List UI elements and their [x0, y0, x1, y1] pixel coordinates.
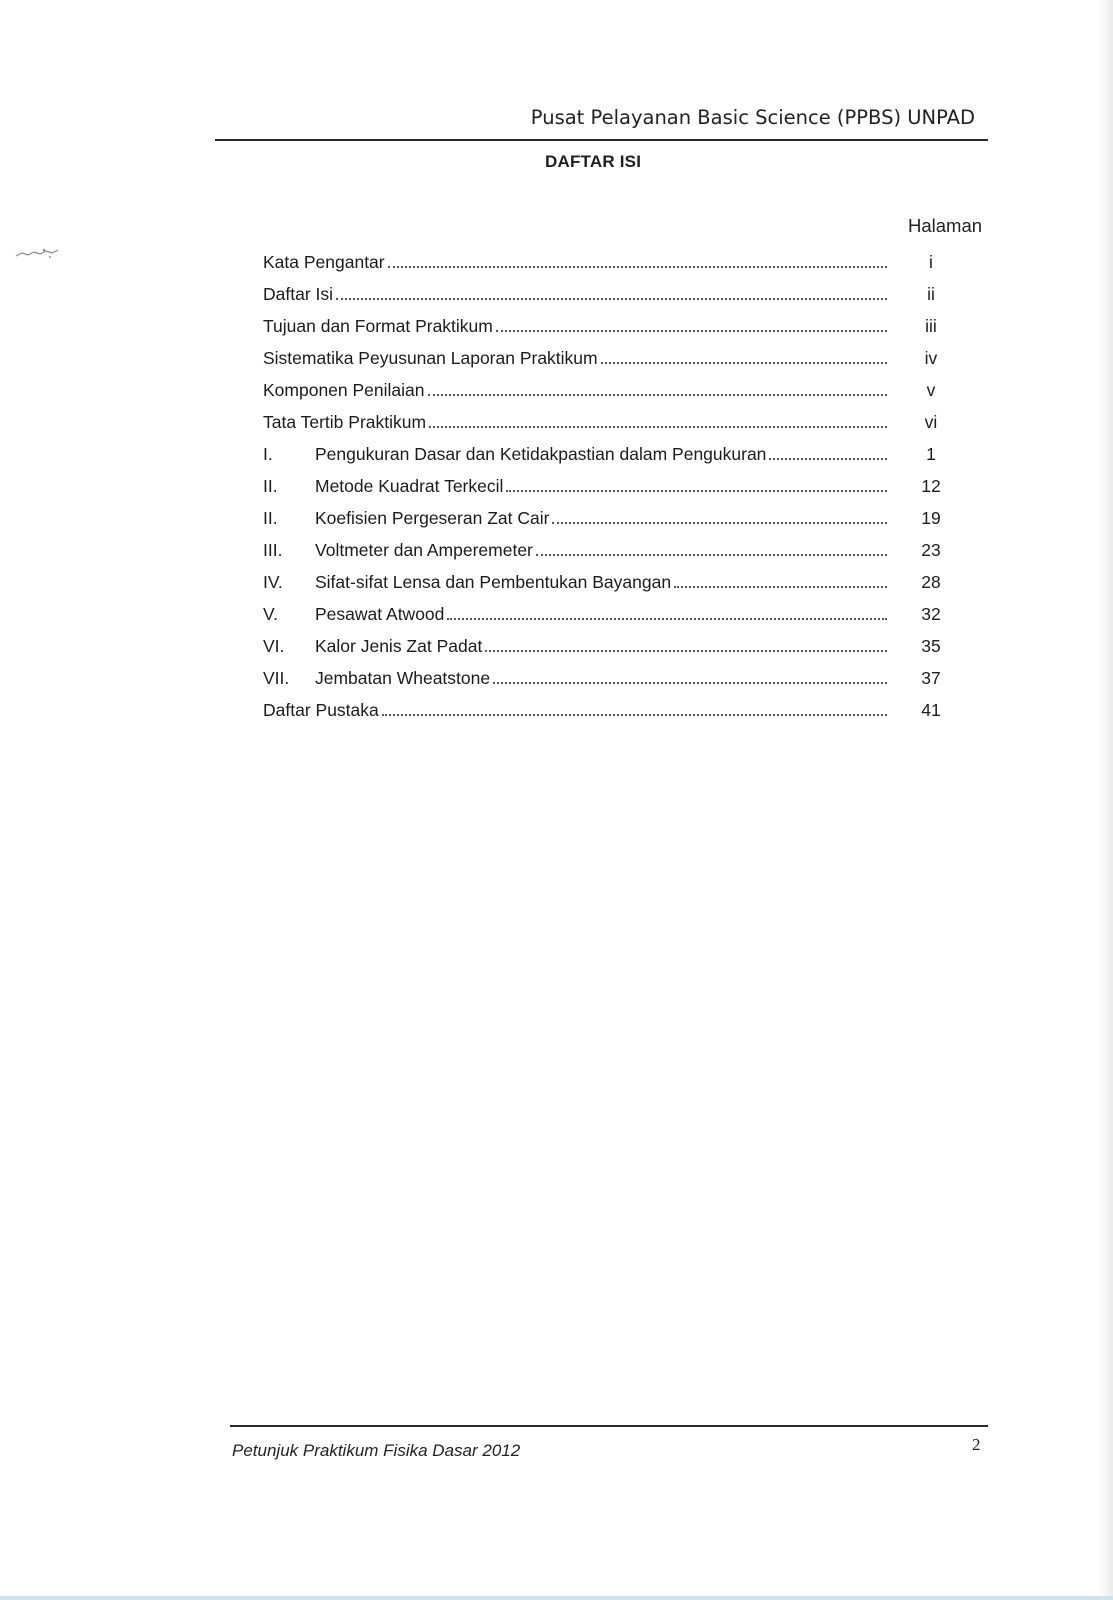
toc-entry [263, 278, 988, 310]
dot-leader [447, 618, 887, 620]
toc-entry-page: v [926, 379, 936, 400]
scan-artifact [14, 246, 60, 262]
toc-entry-title: Jembatan Wheatstone [315, 667, 491, 688]
dot-leader [388, 266, 887, 268]
dot-leader [428, 394, 887, 396]
toc-entry-text [263, 284, 887, 305]
toc-entry-text [263, 572, 887, 593]
toc-entry-title: Kalor Jenis Zat Padat [315, 635, 483, 656]
toc-entry-title: Sistematika Peyusunan Laporan Praktikum [263, 347, 598, 368]
toc-entry-text [263, 252, 887, 273]
toc-entry [263, 694, 988, 726]
toc-entry-text [263, 508, 887, 529]
toc-entry-title: Voltmeter dan Amperemeter [315, 539, 533, 560]
header-divider [215, 139, 988, 141]
scan-edge [1099, 0, 1113, 1600]
dot-leader [506, 490, 887, 492]
toc-heading: DAFTAR ISI [545, 152, 642, 171]
toc-entry-number: VI. [263, 635, 285, 656]
toc-entry-page: 41 [921, 699, 941, 720]
scan-edge-bottom [0, 1596, 1113, 1600]
toc-entry-text [263, 412, 887, 433]
toc-entry-text [263, 700, 887, 721]
toc-entry-text [263, 604, 887, 625]
footer-divider [230, 1425, 988, 1427]
toc-entry [263, 406, 988, 438]
toc-entry-page: i [929, 251, 933, 272]
toc-entry-title: Kata Pengantar [263, 251, 385, 272]
toc-entry-page: vi [924, 411, 938, 432]
toc-entry-number: III. [263, 539, 283, 560]
toc-entry-text [263, 636, 887, 657]
toc-entry-title: Sifat-sifat Lensa dan Pembentukan Bayangan [315, 571, 672, 592]
toc-entry-page: iv [924, 347, 938, 368]
dot-leader [601, 362, 887, 364]
toc-entry-text [263, 348, 887, 369]
toc-entry [263, 534, 988, 566]
toc-entry-title: Daftar Isi [263, 283, 334, 304]
toc-entry-page: 32 [921, 603, 941, 624]
toc-entry-text [263, 316, 887, 337]
toc-entry [263, 438, 988, 470]
toc-entry-page: 12 [921, 475, 941, 496]
dot-leader [382, 714, 887, 716]
toc-entry [263, 342, 988, 374]
dot-leader [674, 586, 887, 588]
toc-entry-title: Tujuan dan Format Praktikum [263, 315, 493, 336]
toc-entry-number: IV. [263, 571, 283, 592]
dot-leader [496, 330, 887, 332]
toc-entry-page: 1 [926, 443, 936, 464]
toc-entry-page: 23 [921, 539, 941, 560]
toc-entry [263, 246, 988, 278]
toc-entry-title: Pengukuran Dasar dan Ketidakpastian dalam Pengukuran [315, 443, 767, 464]
toc-entry-number: VII. [263, 667, 290, 688]
toc-entry-number: II. [263, 475, 278, 496]
toc-entry-page: 19 [921, 507, 941, 528]
toc-entry-title: Daftar Pustaka [263, 699, 379, 720]
toc-entry-number: V. [263, 603, 278, 624]
toc-entry-number: I. [263, 443, 273, 464]
toc-entry-text [263, 668, 887, 689]
page-column-label: Halaman [908, 215, 983, 236]
toc-entry-title: Koefisien Pergeseran Zat Cair [315, 507, 550, 528]
toc-entry-title: Komponen Penilaian [263, 379, 425, 400]
toc-entry [263, 662, 988, 694]
page-number: 2 [972, 1435, 981, 1454]
toc-entry [263, 630, 988, 662]
toc-entry-page: 35 [921, 635, 941, 656]
toc-entry [263, 470, 988, 502]
toc-entry-title: Tata Tertib Praktikum [263, 411, 427, 432]
toc-entry-text [263, 476, 887, 497]
toc-entry-title: Pesawat Atwood [315, 603, 445, 624]
toc-entry [263, 310, 988, 342]
toc-entry-text [263, 540, 887, 561]
dot-leader [552, 522, 887, 524]
toc-entry-number: II. [263, 507, 278, 528]
dot-leader [536, 554, 887, 556]
toc-entry-page: ii [927, 283, 935, 304]
dot-leader [493, 682, 887, 684]
dot-leader [336, 298, 887, 300]
dot-leader [485, 650, 887, 652]
toc-entry-page: 37 [921, 667, 941, 688]
toc-entry [263, 374, 988, 406]
toc-entry-text [263, 380, 887, 401]
toc-entry [263, 566, 988, 598]
dot-leader [429, 426, 887, 428]
toc-entry [263, 502, 988, 534]
toc-entry-page: iii [925, 315, 937, 336]
toc-entry-page: 28 [921, 571, 941, 592]
footer-text: Petunjuk Praktikum Fisika Dasar 2012 [232, 1441, 521, 1460]
toc-entry [263, 598, 988, 630]
toc-entry-title: Metode Kuadrat Terkecil [315, 475, 504, 496]
dot-leader [769, 458, 887, 460]
header-title: Pusat Pelayanan Basic Science (PPBS) UNPAD [530, 106, 975, 129]
table-of-contents [263, 246, 988, 726]
toc-entry-text [263, 444, 887, 465]
